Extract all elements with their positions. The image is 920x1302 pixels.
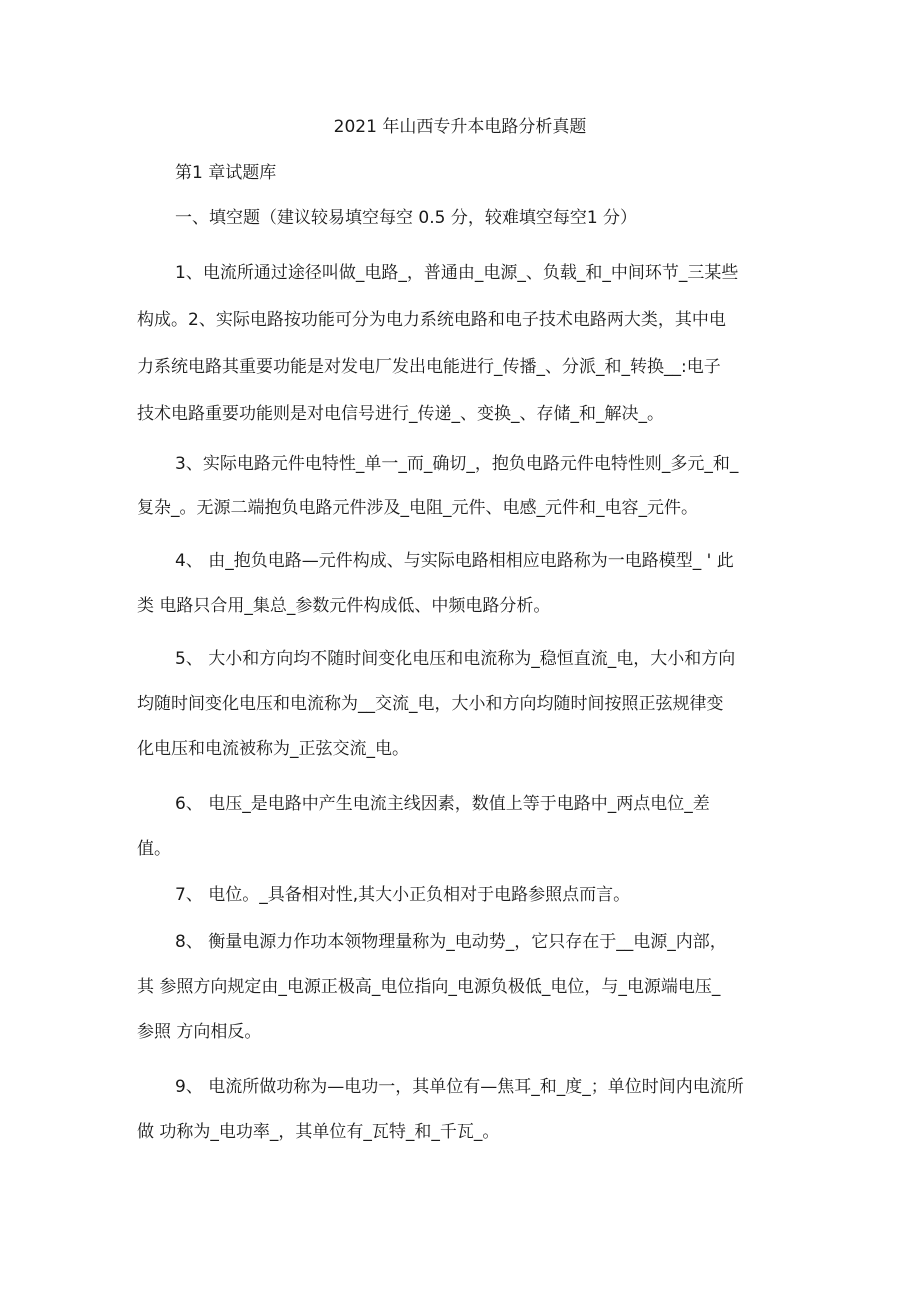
question-5-line-2: 均随时间变化电压和电流称为__交流_电，大小和方向均随时间按照正弦规律变 <box>137 694 724 714</box>
question-1-line-2: 构成。2、实际电路按功能可分为电力系统电路和电子技术电路两大类，其中电 <box>137 310 726 330</box>
question-8-line-2: 其 参照方向规定由_电源正极高_电位指向_电源负极低_电位，与_电源端电压_ <box>137 977 721 997</box>
question-8-line-3: 参照 方向相反。 <box>137 1022 262 1042</box>
question-1-line-3: 力系统电路其重要功能是对发电厂发出电能进行_传播_、分派_和_转换__:电子 <box>137 357 721 377</box>
question-5-line-1: 5、 大小和方向均不随时间变化电压和电流称为_稳恒直流_电，大小和方向 <box>175 649 736 669</box>
question-1-line-1: 1、电流所通过途径叫做_电路_，普通由_电源_、负载_和_中间环节_三某些 <box>175 263 739 283</box>
question-4-line-2: 类 电路只合用_集总_参数元件构成低、中频电路分析。 <box>137 596 551 616</box>
question-6-line-1: 6、 电压_是电路中产生电流主线因素，数值上等于电路中_两点电位_差 <box>175 794 710 814</box>
question-3-line-1: 3、实际电路元件电特性_单一_而_确切_，抱负电路元件电特性则_多元_和_ <box>175 454 739 474</box>
question-3-line-2: 复杂_。无源二端抱负电路元件涉及_电阻_元件、电感_元件和_电容_元件。 <box>137 498 698 518</box>
question-7-line-1: 7、 电位。_具备相对性,其大小正负相对于电路参照点而言。 <box>175 885 631 905</box>
question-5-line-3: 化电压和电流被称为_正弦交流_电。 <box>137 739 409 759</box>
question-9-line-1: 9、 电流所做功称为—电功一，其单位有—焦耳_和_度_；单位时间内电流所 <box>175 1077 744 1097</box>
section-heading: 一、填空题（建议较易填空每空 0.5 分，较难填空每空1 分） <box>175 208 638 228</box>
chapter-heading: 第1 章试题库 <box>175 163 277 183</box>
question-1-line-4: 技术电路重要功能则是对电信号进行_传递_、变换_、存储_和_解决_。 <box>137 404 664 424</box>
question-6-line-2: 值。 <box>137 839 171 859</box>
question-8-line-1: 8、 衡量电源力作功本领物理量称为_电动势_，它只存在于__电源_内部， <box>175 932 727 952</box>
question-9-line-2: 做 功称为_电功率_，其单位有_瓦特_和_千瓦_。 <box>137 1122 500 1142</box>
question-4-line-1: 4、 由_抱负电路—元件构成、与实际电路相相应电路称为一电路模型_ ' 此 <box>175 551 734 571</box>
page-title: 2021 年山西专升本电路分析真题 <box>333 117 587 137</box>
